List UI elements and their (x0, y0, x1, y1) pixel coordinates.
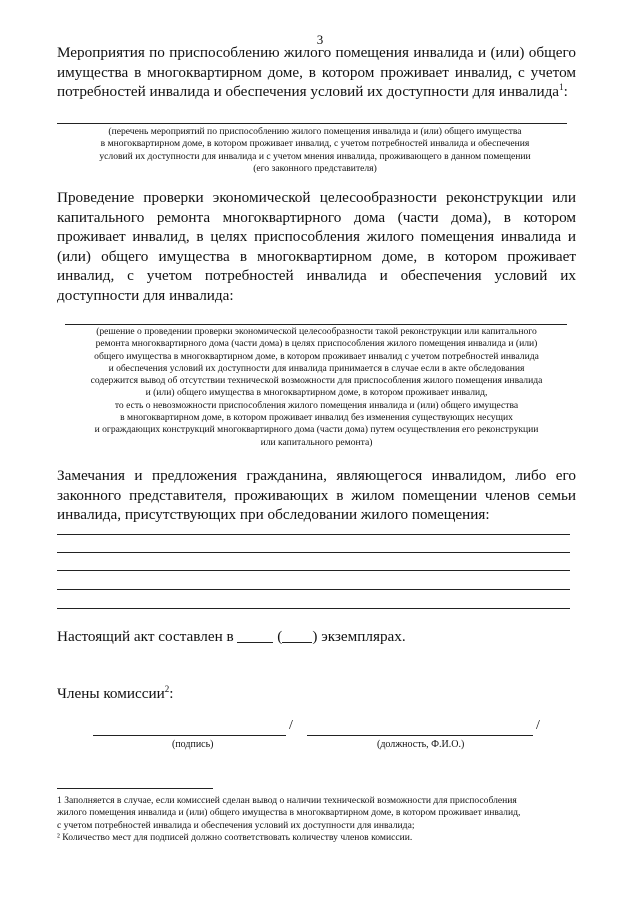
footnote-line: 1 Заполняется в случае, если комиссией сделан вывод о наличии технической возможности для приспособления (57, 795, 517, 806)
fill-line (57, 608, 570, 609)
text-line: доступности для инвалида: (57, 286, 234, 304)
note-line: общего имущества в многоквартирном доме, в котором проживает инвалид с учетом потребностей инвалида (94, 350, 539, 362)
fill-line (57, 123, 567, 124)
note-line: условий их доступности для инвалида и с учетом мнения инвалида, проживающего в данном помещении (99, 150, 531, 162)
position-name-line[interactable] (307, 735, 533, 736)
footnote-ref: 2 (164, 684, 170, 694)
fill-line (65, 324, 567, 325)
copies-words-blank[interactable] (282, 628, 312, 643)
note-line: (перечень мероприятий по приспособлению жилого помещения инвалида и (или) общего имущества (108, 126, 522, 137)
commission-label: Члены комиссии$^2$: (57, 684, 174, 702)
text-line: инвалида, присутствующих при обследовании жилого помещения: (57, 506, 490, 523)
note-line: или капитального ремонта) (260, 436, 373, 448)
note-line: (решение о проведении проверки экономической целесообразности такой реконструкции или капитального (96, 326, 537, 337)
text-line: Проведение проверки экономической целесообразности реконструкции или (57, 189, 576, 206)
note-line: то есть о невозможности приспособления жилого помещения инвалида и (или) общего имущества (114, 399, 519, 411)
position-label: (должность, Ф.И.О.) (377, 739, 465, 750)
footnote-separator (57, 788, 213, 789)
copies-count-blank[interactable] (237, 628, 273, 643)
note-line: (его законного представителя) (253, 162, 377, 174)
note-line: и (или) общего имущества в многоквартирном доме, в котором проживает инвалид, (145, 387, 488, 399)
note-line: содержится вывод об отсутствии технической возможности для приспособления жилого помещения инвалида (90, 375, 543, 387)
text-line: проживает инвалид, в целях приспособления жилого помещения инвалида и (57, 228, 576, 245)
page-number: 3 (316, 32, 324, 47)
fill-line (57, 589, 570, 590)
position-slash: / (536, 718, 540, 733)
text-line: имущества в многоквартирном доме, в котором проживает инвалид, с учетом (57, 63, 576, 81)
footnote-line: жилого помещения инвалида и (или) общего имущества в многоквартирном доме, в котором проживает инвалид, (57, 807, 521, 819)
section-2-note (57, 326, 576, 449)
section-2-heading (57, 188, 576, 305)
fill-line (57, 552, 570, 553)
text-line: инвалид, с учетом потребностей инвалида и обеспечения условий их (57, 267, 576, 284)
fill-line (57, 534, 570, 535)
footnotes (57, 795, 587, 845)
paren-open: ( (277, 628, 283, 645)
footnote-ref: 1 (559, 82, 564, 92)
text-line: (или) общего имущества в многоквартирном доме, в котором проживает (57, 247, 576, 265)
copies-prefix: Настоящий акт составлен в (57, 628, 234, 645)
fill-line (57, 570, 570, 571)
text-line: Замечания и предложения гражданина, являющегося инвалидом, либо его (57, 467, 576, 484)
text-line: капитального ремонта многоквартирного дома (части дома), в котором (57, 208, 576, 226)
text-line: законного представителя, проживающих в жилом помещении членов семьи (57, 486, 576, 504)
note-line: и обеспечения условий их доступности для инвалида принимается в случае если в акте обследования (108, 362, 525, 374)
footnote-line: ² Количество мест для подписей должно соответствовать количеству членов комиссии. (57, 832, 413, 844)
section-1-heading (57, 43, 576, 102)
signature-label: (подпись) (172, 739, 214, 750)
note-line: и ограждающих конструкций многоквартирного дома (части дома) путем осуществления его реконструкции (94, 424, 539, 436)
note-line: в многоквартирном доме, в котором проживает инвалид, с учетом потребностей инвалида и обеспечения (100, 138, 530, 150)
section-3-heading (57, 466, 576, 525)
copies-suffix: экземплярах. (321, 628, 406, 645)
text-line: Мероприятия по приспособлению жилого помещения инвалида и (или) общего (57, 44, 576, 61)
note-line: ремонта многоквартирного дома (части дома) в целях приспособления жилого помещения инвалида и (или) (95, 338, 538, 350)
section-1-note (60, 126, 570, 175)
footnote-line: с учетом потребностей инвалида и обеспечения условий их доступности для инвалида; (57, 819, 415, 831)
signature-line[interactable] (93, 735, 286, 736)
copies-line (57, 628, 406, 646)
signature-slash: / (289, 718, 293, 733)
text-line: потребностей инвалида и обеспечения условий их доступности для инвалида$^1$: (57, 82, 568, 100)
paren-close: ) (312, 628, 318, 645)
note-line: в многоквартирном доме, в котором проживает инвалид без изменения существующих несущих (120, 412, 513, 424)
